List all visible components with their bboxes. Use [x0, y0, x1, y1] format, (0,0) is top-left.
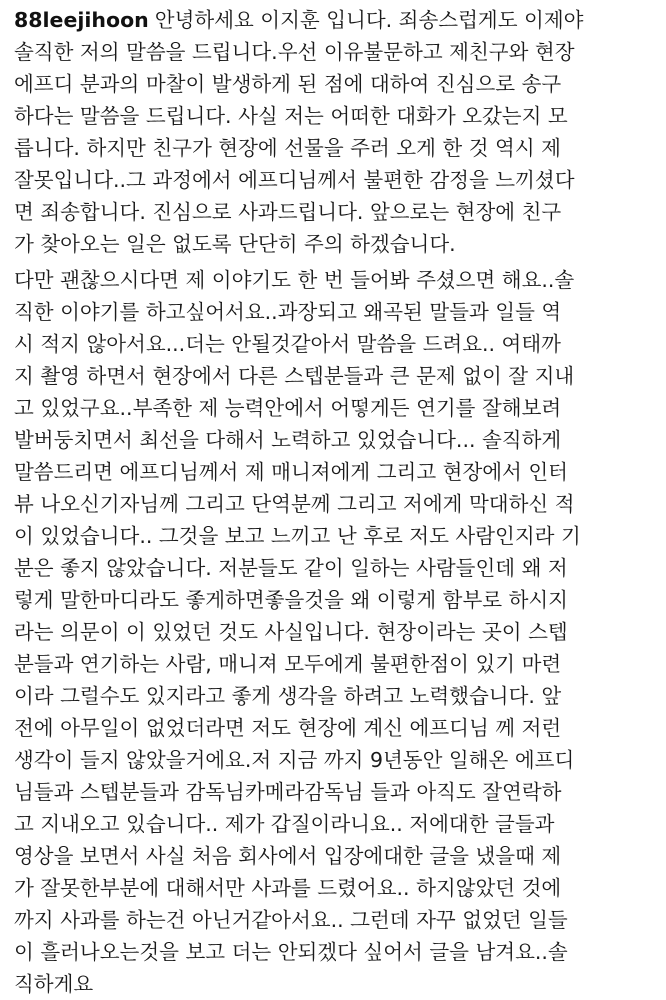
post-caption — [14, 4, 656, 1000]
caption-line: 솔직한 저의 말씀을 드립니다.우선 이유불문하고 제친구와 현장 — [14, 40, 575, 64]
caption-line: 말씀드리면 에프디님께서 제 매니져에게 그리고 현장에서 인터 — [14, 460, 568, 484]
caption-line: 고 지내오고 있습니다.. 제가 갑질이라니요.. 저에대한 글들과 — [14, 812, 555, 836]
caption-line: 고 있었구요..부족한 제 능력안에서 어떻게든 연기를 잘해보려 — [14, 396, 562, 420]
caption-line: 라는 의문이 이 있었던 것도 사실입니다. 현장이라는 곳이 스텝 — [14, 620, 568, 644]
caption-line: 다만 괜찮으시다면 제 이야기도 한 번 들어봐 주셨으면 해요..솔 — [14, 268, 575, 292]
caption-line: 전에 아무일이 없었더라면 저도 현장에 계신 에프디님 께 저런 — [14, 716, 562, 740]
caption-line: 까지 사과를 하는건 아닌거같아서요.. 그런데 자꾸 없었던 일들 — [14, 908, 568, 932]
caption-line: 이 있었습니다.. 그것을 보고 느끼고 난 후로 저도 사람인지라 기 — [14, 524, 581, 548]
caption-line: 가 찾아오는 일은 없도록 단단히 주의 하겠습니다. — [14, 232, 456, 256]
caption-line: 잘못입니다..그 과정에서 에프디님께서 불편한 감정을 느끼셨다 — [14, 168, 575, 192]
caption-line: 에프디 분과의 마찰이 발생하게 된 점에 대하여 진심으로 송구 — [14, 72, 562, 96]
caption-line: 렇게 말한마디라도 좋게하면좋을것을 왜 이렇게 함부로 하시지 — [14, 588, 568, 612]
caption-line: 영상을 보면서 사실 처음 회사에서 입장에대한 글을 냈을때 제 — [14, 844, 562, 868]
caption-line: 뷰 나오신기자님께 그리고 단역분께 그리고 저에게 막대하신 적 — [14, 492, 575, 516]
caption-line: 분들과 연기하는 사람, 매니져 모두에게 불편한점이 있기 마련 — [14, 652, 562, 676]
caption-line: 지 촬영 하면서 현장에서 다른 스텝분들과 큰 문제 없이 잘 지내 — [14, 364, 575, 388]
caption-text: 안녕하세요 이지훈 입니다. 죄송스럽게도 이제야 — [154, 8, 584, 32]
caption-line: 이 흘러나오는것을 보고 더는 안되겠다 싶어서 글을 남겨요..솔 — [14, 940, 568, 964]
caption-line: 하다는 말씀을 드립니다. 사실 저는 어떠한 대화가 오갔는지 모 — [14, 104, 568, 128]
username-link[interactable]: 88leejihoon — [14, 8, 149, 32]
caption-line: 직하게요 — [14, 972, 94, 996]
caption-line: 면 죄송합니다. 진심으로 사과드립니다. 앞으로는 현장에 친구 — [14, 200, 562, 224]
caption-line: 직한 이야기를 하고싶어서요..과장되고 왜곡된 말들과 일들 역 — [14, 300, 562, 324]
caption-line: 가 잘못한부분에 대해서만 사과를 드렸어요.. 하지않았던 것에 — [14, 876, 562, 900]
caption-line: 님들과 스텝분들과 감독님카메라감독님 들과 아직도 잘연락하 — [14, 780, 562, 804]
caption-line: 분은 좋지 않았습니다. 저분들도 같이 일하는 사람들인데 왜 저 — [14, 556, 568, 580]
caption-line — [14, 4, 656, 36]
caption-line: 발버둥치면서 최선을 다해서 노력하고 있었습니다... 솔직하게 — [14, 428, 562, 452]
caption-line: 이라 그럴수도 있지라고 좋게 생각을 하려고 노력했습니다. 앞 — [14, 684, 562, 708]
caption-line: 시 적지 않아서요...더는 안될것같아서 말씀을 드려요.. 여태까 — [14, 332, 561, 356]
caption-line: 생각이 들지 않았을거에요.저 지금 까지 9년동안 일해온 에프디 — [14, 748, 575, 772]
caption-line: 릅니다. 하지만 친구가 현장에 선물을 주러 오게 한 것 역시 제 — [14, 136, 561, 160]
